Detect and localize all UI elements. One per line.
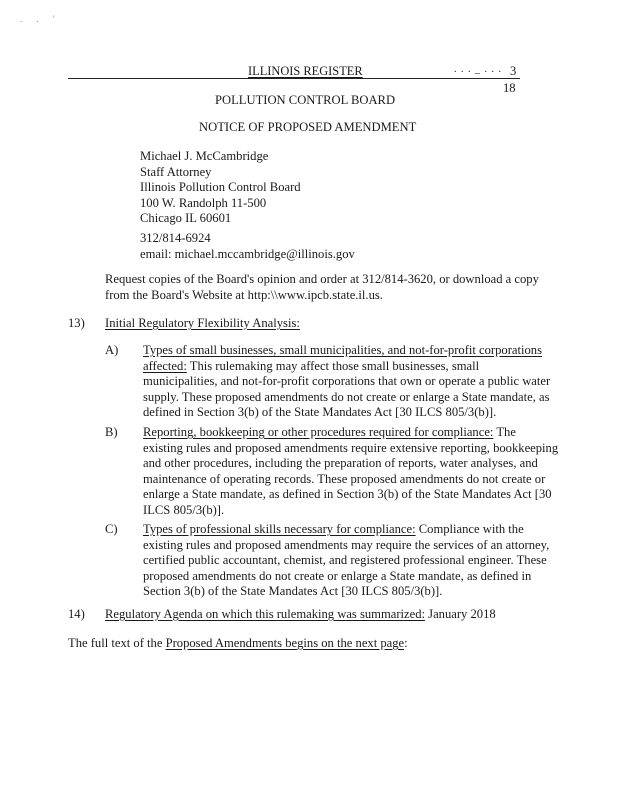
item-c-text: certified public accountant, chemist, and registered professional engineer. These bbox=[143, 553, 547, 568]
section-14-value: January 2018 bbox=[425, 607, 496, 621]
item-c-text: Compliance with the bbox=[415, 522, 524, 536]
item-c-text: proposed amendments do not create or enlarge a State mandate, as defined in bbox=[143, 568, 532, 583]
page-number: 3 bbox=[510, 64, 517, 78]
contact-title: Staff Attorney bbox=[140, 164, 212, 179]
contact-phone: 312/814-6924 bbox=[140, 231, 211, 245]
footer-text-end: : bbox=[404, 636, 408, 650]
item-b-body bbox=[143, 425, 558, 519]
item-b-text: ILCS 805/3(b)]. bbox=[143, 502, 225, 517]
section-14-heading: Regulatory Agenda on which this rulemaking was summarized: bbox=[105, 607, 426, 621]
item-b-heading: Reporting, bookkeeping or other procedures required for compliance: bbox=[143, 425, 494, 439]
footer-text: The full text of the bbox=[68, 636, 166, 650]
scan-specks: . . ' bbox=[20, 14, 61, 24]
item-b-label: B) bbox=[105, 425, 118, 439]
item-b-text: The bbox=[493, 425, 516, 439]
section-14-line bbox=[105, 607, 496, 622]
register-title: ILLINOIS REGISTER bbox=[248, 64, 363, 78]
item-b-text: and other procedures, including the preparation of reports, water analyses, and bbox=[143, 456, 538, 471]
issue-number: 18 bbox=[503, 81, 516, 95]
item-a-label: A) bbox=[105, 343, 119, 357]
section-14-number: 14) bbox=[68, 607, 85, 621]
item-c-heading: Types of professional skills necessary for compliance: bbox=[143, 522, 416, 536]
footer-line bbox=[68, 636, 408, 651]
item-a-text: municipalities, and not-for-profit corporations that own or operate a public water bbox=[143, 374, 551, 389]
item-a-text: defined in Section 3(b) of the State Mandates Act [30 ILCS 805/3(b)]. bbox=[143, 405, 497, 420]
section-13-heading: Initial Regulatory Flexibility Analysis: bbox=[105, 316, 300, 330]
item-a-heading: Types of small businesses, small municipalities, and not-for-profit corporations bbox=[143, 343, 542, 357]
contact-org: Illinois Pollution Control Board bbox=[140, 180, 301, 195]
item-b-text: existing rules and proposed amendments require extensive reporting, bookkeeping bbox=[143, 440, 559, 455]
section-13-number: 13) bbox=[68, 316, 85, 330]
request-line: Request copies of the Board's opinion and order at 312/814-3620, or download a copy bbox=[105, 272, 539, 286]
item-a-body bbox=[143, 343, 550, 421]
page-number-prefix: . . . _ . . . bbox=[454, 64, 502, 75]
contact-street: 100 W. Randolph 11-500 bbox=[140, 195, 267, 210]
footer-link[interactable]: Proposed Amendments begins on the next page bbox=[165, 636, 405, 650]
request-line[interactable]: from the Board's Website at http:\\www.ipcb.state.il.us. bbox=[105, 287, 383, 302]
item-a-text: This rulemaking may affect those small businesses, small bbox=[186, 358, 480, 373]
item-b-text: maintenance of operating records. These proposed amendments do not create or bbox=[143, 471, 546, 486]
item-a-text: supply. These proposed amendments do not create or enlarge a State mandate, as bbox=[143, 389, 550, 404]
item-b-text: enlarge a State mandate, as defined in Section 3(b) of the State Mandates Act [30 bbox=[143, 487, 552, 502]
contact-block bbox=[140, 149, 301, 227]
request-paragraph bbox=[105, 272, 539, 303]
item-c-body bbox=[143, 522, 549, 600]
contact-city: Chicago IL 60601 bbox=[140, 211, 232, 226]
notice-title: NOTICE OF PROPOSED AMENDMENT bbox=[199, 120, 417, 134]
item-c-text: Section 3(b) of the State Mandates Act [30 ILCS 805/3(b)]. bbox=[143, 584, 443, 599]
item-a-heading-cont: affected: bbox=[143, 358, 187, 373]
contact-comm bbox=[140, 231, 355, 262]
contact-name: Michael J. McCambridge bbox=[140, 149, 269, 163]
item-c-label: C) bbox=[105, 522, 118, 536]
agency-title: POLLUTION CONTROL BOARD bbox=[215, 93, 396, 107]
contact-email[interactable]: email: michael.mccambridge@illinois.gov bbox=[140, 246, 355, 261]
item-c-text: existing rules and proposed amendments may require the services of an attorney, bbox=[143, 537, 550, 552]
